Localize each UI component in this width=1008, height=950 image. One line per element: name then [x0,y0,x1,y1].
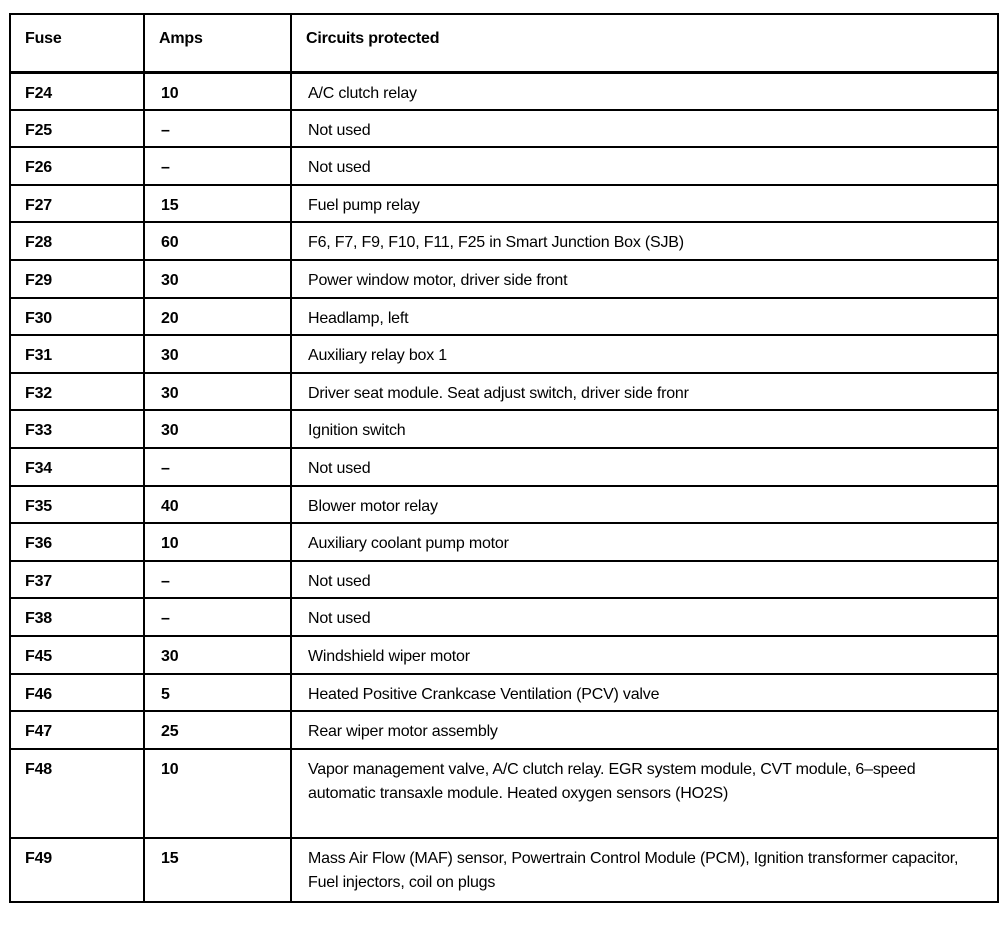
circuits-cell: Headlamp, left [291,298,998,336]
circuits-cell: Fuel pump relay [291,185,998,223]
amps-cell: 60 [144,222,291,260]
circuits-cell: Not used [291,561,998,599]
fuse-cell: F46 [10,674,144,712]
amps-cell: 40 [144,486,291,524]
amps-cell: 10 [144,72,291,110]
header-circuits: Circuits protected [291,14,998,72]
amps-cell: 30 [144,410,291,448]
circuits-cell: Not used [291,110,998,148]
table-row [10,711,998,749]
table-row [10,222,998,260]
fuse-cell: F47 [10,711,144,749]
amps-cell: – [144,561,291,599]
circuits-cell: Ignition switch [291,410,998,448]
circuits-cell: Vapor management valve, A/C clutch relay. EGR system module, CVT module, 6–speed automatic transaxle module. Heated oxygen sensors (HO2S) [291,749,998,838]
table-row [10,636,998,674]
table-row [10,72,998,110]
amps-cell: 15 [144,838,291,902]
table-row [10,523,998,561]
circuits-cell: Mass Air Flow (MAF) sensor, Powertrain Control Module (PCM), Ignition transformer capacitor, Fuel injectors, coil on plugs [291,838,998,902]
fuse-cell: F29 [10,260,144,298]
fuse-cell: F31 [10,335,144,373]
fuse-table [9,13,999,903]
fuse-cell: F49 [10,838,144,902]
circuits-cell: Not used [291,598,998,636]
fuse-cell: F32 [10,373,144,411]
fuse-cell: F35 [10,486,144,524]
table-row [10,486,998,524]
fuse-cell: F36 [10,523,144,561]
circuits-cell: Heated Positive Crankcase Ventilation (PCV) valve [291,674,998,712]
amps-cell: 5 [144,674,291,712]
circuits-cell: Auxiliary relay box 1 [291,335,998,373]
amps-cell: – [144,448,291,486]
header-fuse: Fuse [10,14,144,72]
fuse-cell: F28 [10,222,144,260]
circuits-cell: Not used [291,448,998,486]
circuits-cell: F6, F7, F9, F10, F11, F25 in Smart Junction Box (SJB) [291,222,998,260]
table-row [10,298,998,336]
amps-cell: – [144,598,291,636]
amps-cell: 25 [144,711,291,749]
table-row [10,110,998,148]
table-row [10,561,998,599]
amps-cell: – [144,147,291,185]
amps-cell: 30 [144,373,291,411]
table-row [10,410,998,448]
amps-cell: 15 [144,185,291,223]
amps-cell: – [144,110,291,148]
fuse-cell: F48 [10,749,144,838]
fuse-cell: F34 [10,448,144,486]
table-body [10,72,998,902]
header-row [10,14,998,72]
amps-cell: 30 [144,636,291,674]
amps-cell: 10 [144,523,291,561]
fuse-cell: F24 [10,72,144,110]
circuits-cell: A/C clutch relay [291,72,998,110]
circuits-cell: Not used [291,147,998,185]
fuse-cell: F45 [10,636,144,674]
table-row [10,838,998,902]
amps-cell: 20 [144,298,291,336]
table-row [10,373,998,411]
fuse-cell: F25 [10,110,144,148]
table-row [10,335,998,373]
fuse-cell: F27 [10,185,144,223]
fuse-cell: F30 [10,298,144,336]
fuse-cell: F26 [10,147,144,185]
circuits-cell: Rear wiper motor assembly [291,711,998,749]
fuse-cell: F37 [10,561,144,599]
table-row [10,448,998,486]
fuse-cell: F38 [10,598,144,636]
circuits-cell: Windshield wiper motor [291,636,998,674]
circuits-cell: Auxiliary coolant pump motor [291,523,998,561]
fuse-cell: F33 [10,410,144,448]
amps-cell: 30 [144,335,291,373]
circuits-cell: Driver seat module. Seat adjust switch, driver side fronr [291,373,998,411]
table-header [10,14,998,72]
amps-cell: 10 [144,749,291,838]
circuits-cell: Blower motor relay [291,486,998,524]
amps-cell: 30 [144,260,291,298]
header-amps: Amps [144,14,291,72]
table-row [10,260,998,298]
table-row [10,598,998,636]
circuits-cell: Power window motor, driver side front [291,260,998,298]
table-row [10,749,998,838]
table-row [10,674,998,712]
table-row [10,147,998,185]
table-row [10,185,998,223]
